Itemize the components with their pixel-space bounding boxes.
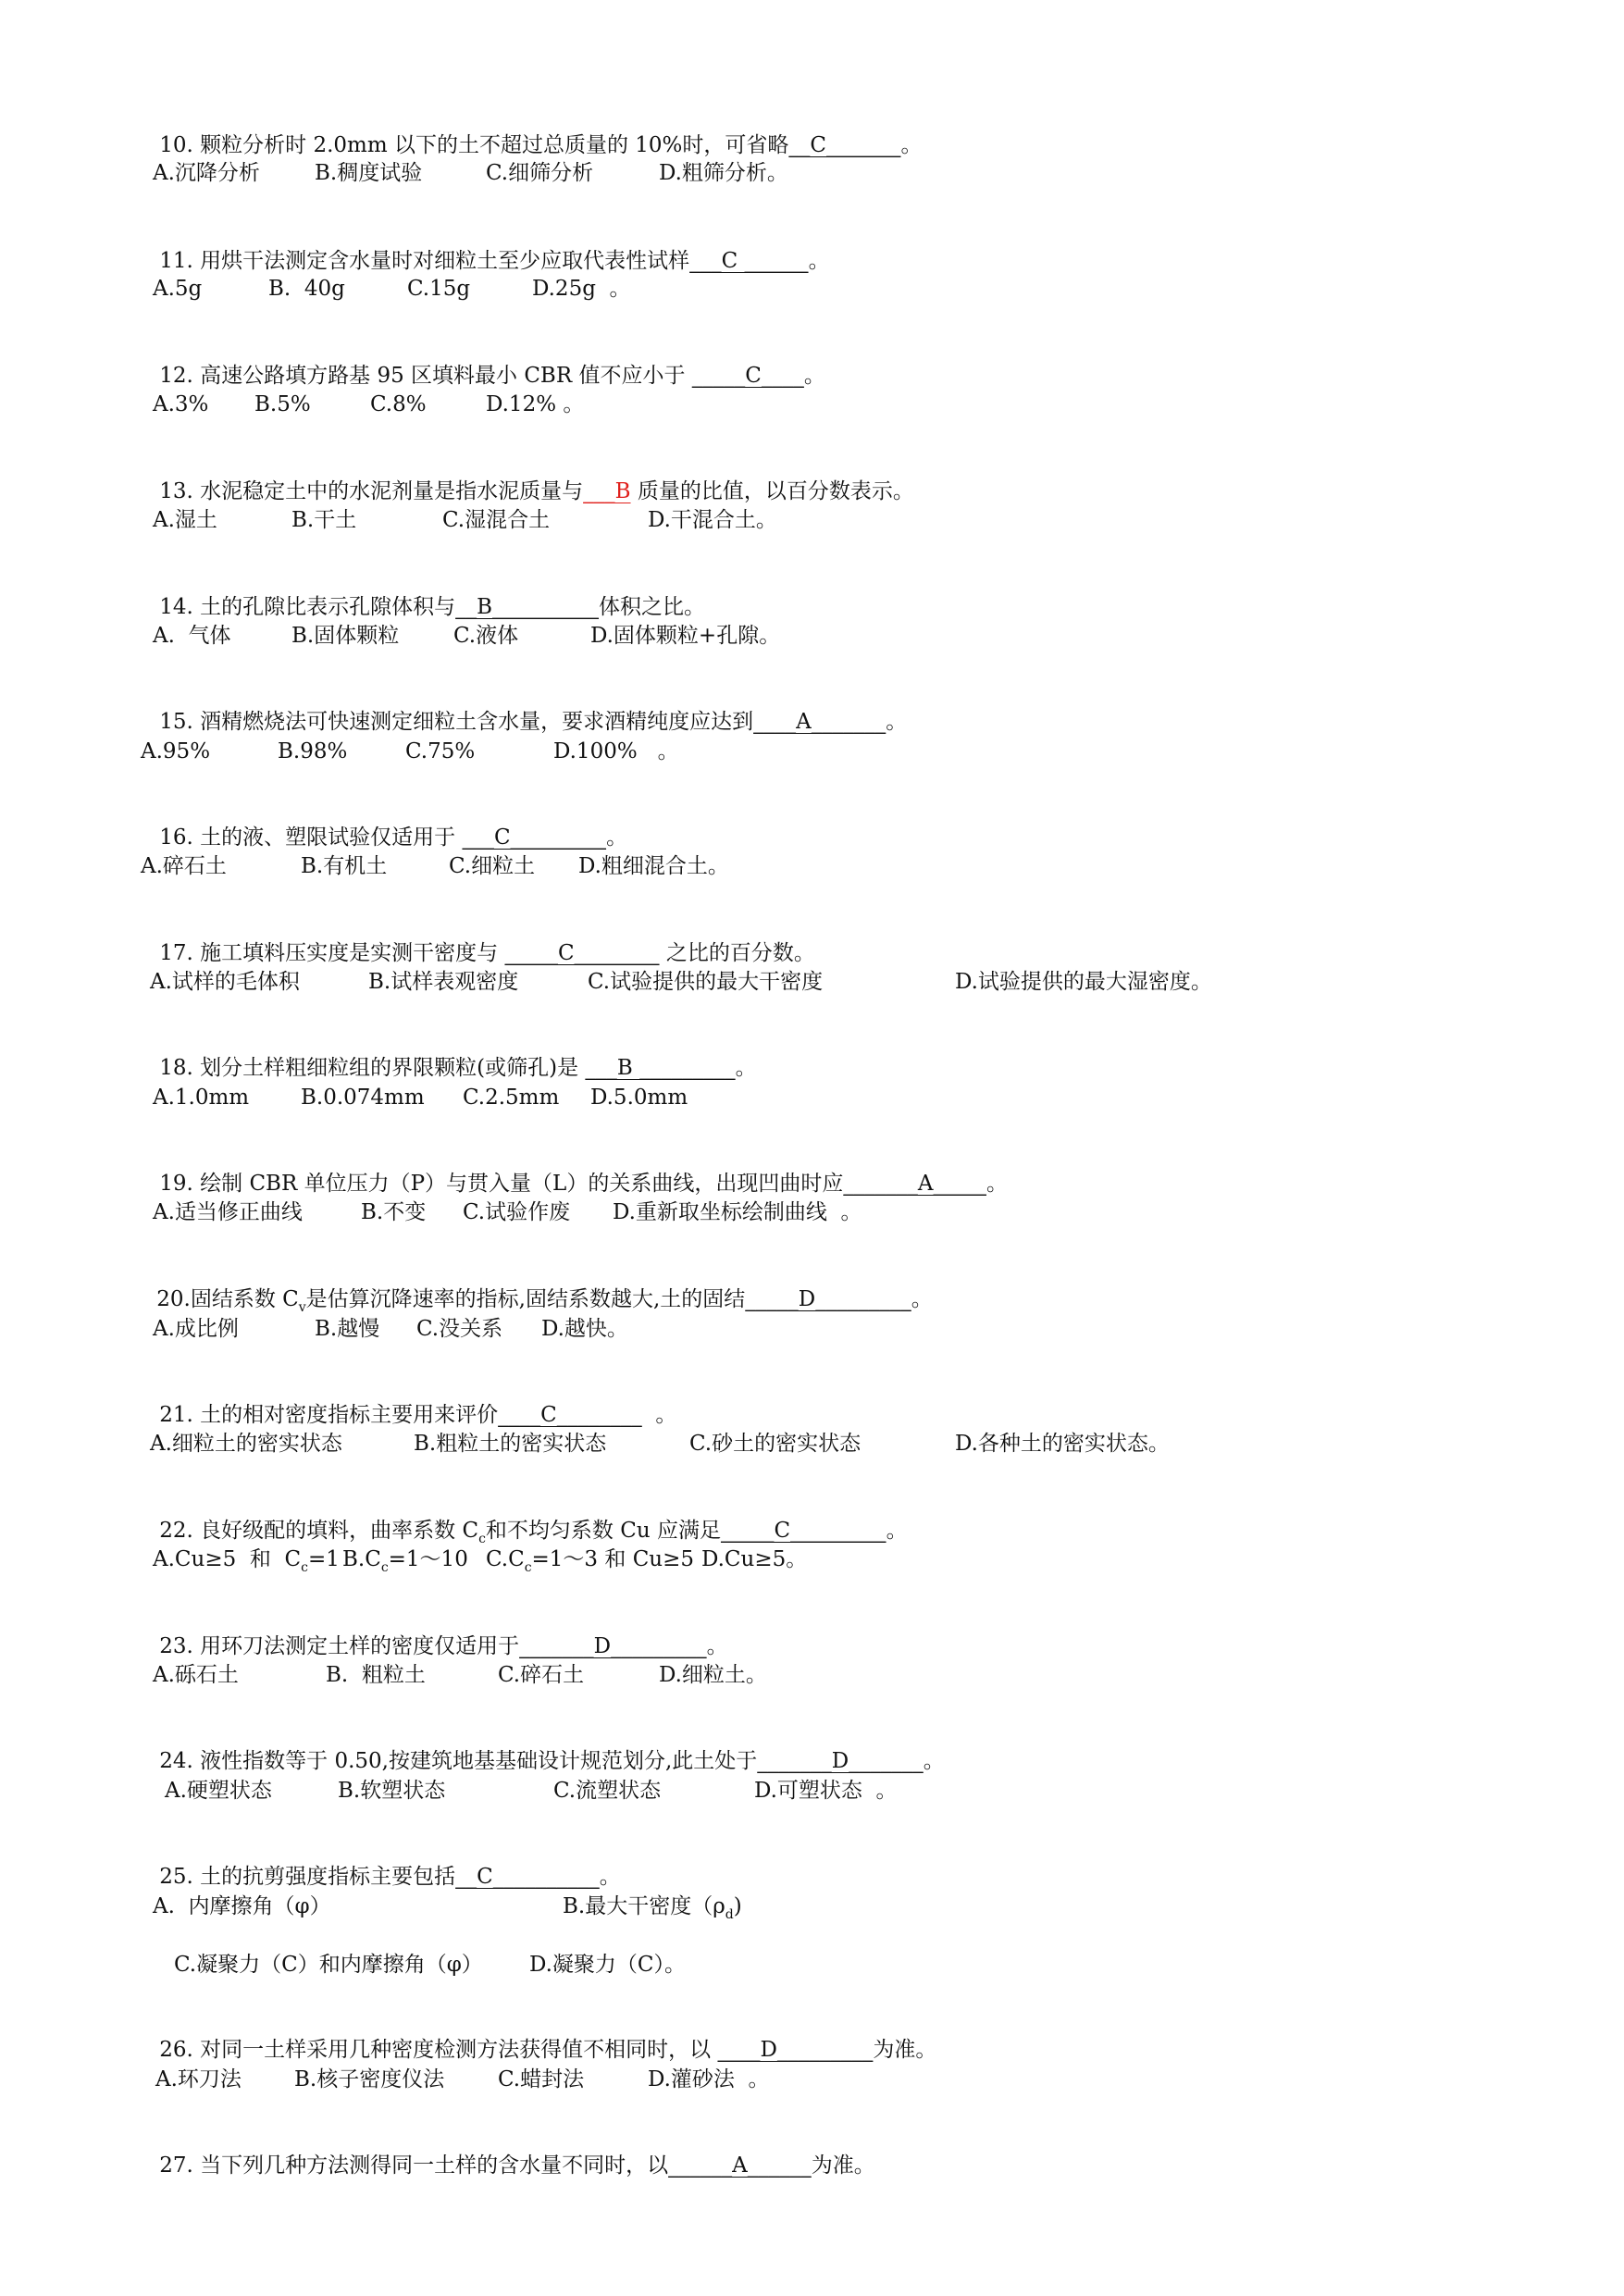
answer-blank: ___C ______: [689, 249, 809, 273]
option-a: A.砾石土: [153, 1663, 239, 1687]
question-tail: 。: [641, 1403, 677, 1427]
question-text: 土的相对密度指标主要用来评价: [192, 1403, 499, 1427]
question-text: 施工填料压实度是实测干密度与: [192, 941, 505, 965]
question-tail: 质量的比值，以百分数表示。: [630, 479, 914, 503]
question-text: 用烘干法测定含水量时对细粒土至少应取代表性试样: [192, 249, 690, 273]
answer-blank: ____C________: [498, 1403, 642, 1427]
option-a: A.湿土: [153, 508, 217, 532]
option-a: A.环刀法: [155, 2067, 242, 2091]
question-number: 10.: [159, 133, 193, 157]
option-d: D.凝聚力（C）。: [529, 1953, 687, 1977]
option-d: D.5.0mm: [590, 1086, 688, 1110]
options-19: [0, 1198, 1624, 1226]
option-a: A.碎石土: [141, 854, 227, 878]
question-number: 21.: [159, 1403, 193, 1427]
option-b: B.软塑状态: [338, 1779, 446, 1803]
question-number: 25.: [159, 1865, 193, 1889]
option-b: B.越慢: [315, 1317, 380, 1341]
question-tail: 。: [911, 1287, 933, 1311]
question-12: [132, 334, 825, 388]
answer-blank: _____C____: [691, 364, 804, 388]
option-b: B.稠度试验: [315, 161, 423, 185]
option-a: A.3%: [153, 392, 209, 416]
option-a-tail: =1: [307, 1547, 340, 1571]
options-16: [0, 852, 1624, 880]
option-d: D.可塑状态 。: [754, 1779, 898, 1803]
options-13: [0, 506, 1624, 534]
option-a: A.细粒土的密实状态: [150, 1432, 342, 1456]
question-19: [132, 1142, 1008, 1196]
question-number: 13.: [159, 479, 193, 503]
option-d: D.固体颗粒+孔隙。: [590, 624, 781, 648]
subscript: c: [380, 1560, 389, 1575]
question-tail: 。: [735, 1056, 757, 1080]
option-d: D.干混合土。: [648, 508, 777, 532]
option-d: D.试验提供的最大湿密度。: [955, 970, 1212, 994]
question-text: 颗粒分析时 2.0mm 以下的土不超过总质量的 10%时，可省略: [192, 133, 789, 157]
option-b: [342, 1545, 468, 1576]
question-15: [132, 680, 908, 734]
option-c: C.湿混合土: [442, 508, 551, 532]
options-10: [0, 159, 1624, 187]
option-b: B. 粗粒土: [326, 1663, 426, 1687]
question-text: 用环刀法测定土样的密度仅适用于: [192, 1634, 520, 1658]
option-b: B.固体颗粒: [291, 624, 400, 648]
subscript: c: [478, 1532, 486, 1546]
question-text: 水泥稳定土中的水泥剂量是指水泥质量与: [192, 479, 584, 503]
options-11: [0, 275, 1624, 303]
question-number: 24.: [159, 1749, 193, 1773]
question-text: 良好级配的填料，曲率系数 C: [192, 1519, 479, 1543]
option-b: B.98%: [278, 739, 348, 763]
answer-blank: _______D_________: [519, 1634, 707, 1658]
answer-blank: __C__________: [455, 1865, 600, 1889]
option-b: B.试样表观密度: [368, 970, 519, 994]
question-16: [132, 796, 628, 850]
option-c: C.碎石土: [498, 1663, 585, 1687]
option-c: C.8%: [370, 392, 427, 416]
option-d: D.25g 。: [532, 277, 631, 301]
question-22: [132, 1489, 908, 1546]
option-a: A.试样的毛体积: [150, 970, 300, 994]
option-c: C.75%: [405, 739, 476, 763]
option-b: B.0.074mm: [301, 1086, 425, 1110]
question-text: 绘制 CBR 单位压力（P）与贯入量（L）的关系曲线，出现凹曲时应: [192, 1172, 844, 1196]
option-b-tail: =1～10: [388, 1547, 468, 1571]
question-number: 26.: [159, 2038, 193, 2062]
options-24: [0, 1777, 1624, 1805]
answer-blank: ___B _________: [585, 1056, 736, 1080]
question-tail: 。: [706, 1634, 728, 1658]
option-c: C.液体: [453, 624, 519, 648]
question-20: [130, 1258, 933, 1315]
options-15: [0, 738, 1624, 765]
options-25-row1: [0, 1893, 1624, 1920]
options-17: [0, 968, 1624, 996]
option-b: B.干土: [291, 508, 357, 532]
answer-blank: _______D_______: [757, 1749, 924, 1773]
question-tail: 为准。: [811, 2153, 875, 2178]
answer-blank: ___B: [583, 479, 631, 503]
option-c: [486, 1545, 694, 1576]
question-tail: 。: [803, 364, 825, 388]
question-text: 划分土样粗细粒组的界限颗粒(或筛孔)是: [192, 1056, 586, 1080]
question-26: [132, 2008, 937, 2062]
question-18: [132, 1026, 757, 1080]
options-26: [0, 2066, 1624, 2093]
question-number: 23.: [159, 1634, 193, 1658]
option-a: A.硬塑状态: [165, 1779, 272, 1803]
option-d: D.重新取坐标绘制曲线 。: [613, 1200, 862, 1224]
option-c-tail: =1～3 和 Cu≥5: [531, 1547, 695, 1571]
option-a-text: A.Cu≥5 和 C: [153, 1547, 302, 1571]
option-b-text: B.C: [342, 1547, 381, 1571]
option-b-tail: ): [733, 1894, 742, 1918]
question-number: 22.: [159, 1519, 193, 1543]
option-c: C.凝聚力（C）和内摩擦角（φ）: [174, 1953, 483, 1977]
question-text: 对同一土样采用几种密度检测方法获得值不相同时，以: [192, 2038, 718, 2062]
question-23: [132, 1605, 728, 1658]
question-text: 液性指数等于 0.50,按建筑地基基础设计规范划分,此土处于: [192, 1749, 758, 1773]
option-a: A. 气体: [153, 624, 231, 648]
answer-blank: ____D_________: [717, 2038, 874, 2062]
options-25-row2: [0, 1951, 1624, 1979]
options-12: [0, 391, 1624, 418]
question-number: 12.: [159, 364, 193, 388]
option-a: A.5g: [153, 277, 203, 301]
answer-blank: _______A_____: [843, 1172, 986, 1196]
question-number: 18.: [159, 1056, 193, 1080]
question-tail: 。: [900, 133, 923, 157]
option-b: B.核子密度仪法: [294, 2067, 445, 2091]
option-d: D.100% 。: [553, 739, 679, 763]
option-a: [153, 1545, 340, 1576]
option-c: C.15g: [407, 277, 471, 301]
option-c: C.细粒土: [449, 854, 536, 878]
options-14: [0, 622, 1624, 650]
option-c: C.试验提供的最大干密度: [588, 970, 824, 994]
question-11: [132, 219, 830, 273]
question-27: [132, 2124, 875, 2178]
option-c: C.细筛分析: [486, 161, 594, 185]
question-number: 27.: [159, 2153, 193, 2178]
option-d: D.灌砂法 。: [648, 2067, 770, 2091]
question-tail: 。: [606, 825, 628, 850]
question-number: 15.: [159, 710, 193, 734]
option-b: B.不变: [361, 1200, 427, 1224]
question-tail: 之比的百分数。: [659, 941, 815, 965]
answer-blank: _____C________: [504, 941, 660, 965]
question-number: 17.: [159, 941, 193, 965]
question-14: [132, 565, 706, 619]
subscript: c: [524, 1560, 532, 1575]
option-b: B.5%: [254, 392, 311, 416]
question-21: [132, 1373, 677, 1427]
question-tail: 。: [886, 710, 908, 734]
question-25: [132, 1835, 621, 1889]
option-c: C.没关系: [416, 1317, 503, 1341]
answer-blank: __B__________: [455, 595, 600, 619]
question-number: 19.: [159, 1172, 193, 1196]
answer-blank: ______A______: [668, 2153, 812, 2178]
question-number: 16.: [159, 825, 193, 850]
question-tail: 体积之比。: [599, 595, 706, 619]
option-d: D.细粒土。: [659, 1663, 767, 1687]
question-text: 高速公路填方路基 95 区填料最小 CBR 值不应小于: [192, 364, 692, 388]
option-b: B.粗粒土的密实状态: [414, 1432, 607, 1456]
question-tail: 。: [808, 249, 830, 273]
option-c: C.试验作废: [463, 1200, 571, 1224]
question-text: 固结系数 C: [190, 1287, 299, 1311]
question-tail: 。: [599, 1865, 621, 1889]
option-c-text: C.C: [486, 1547, 525, 1571]
question-text-cont: 是估算沉降速率的指标,固结系数越大,土的固结: [305, 1287, 746, 1311]
options-18: [0, 1084, 1624, 1111]
option-c: C.砂土的密实状态: [689, 1432, 862, 1456]
question-13: [132, 450, 914, 503]
question-text-cont: 和不均匀系数 Cu 应满足: [485, 1519, 721, 1543]
option-a: A. 内摩擦角（φ）: [153, 1894, 331, 1918]
option-b-text: B.最大干密度（ρ: [563, 1894, 725, 1918]
question-text: 当下列几种方法测得同一土样的含水量不同时，以: [192, 2153, 669, 2178]
subscript: c: [301, 1560, 308, 1575]
question-10: [132, 104, 923, 157]
option-d: D.各种土的密实状态。: [955, 1432, 1170, 1456]
option-a: A.适当修正曲线: [153, 1200, 303, 1224]
option-d: D.粗细混合土。: [578, 854, 729, 878]
answer-blank: __C_______: [788, 133, 901, 157]
question-tail: 。: [986, 1172, 1008, 1196]
question-text: 土的抗剪强度指标主要包括: [192, 1865, 456, 1889]
question-tail: 。: [923, 1749, 945, 1773]
options-23: [0, 1661, 1624, 1689]
question-24: [132, 1719, 945, 1773]
options-20: [0, 1315, 1624, 1343]
option-b: B. 40g: [268, 277, 345, 301]
answer-blank: _____C_________: [720, 1519, 886, 1543]
option-c: C.流塑状态: [553, 1779, 662, 1803]
question-number: 20.: [156, 1287, 191, 1311]
option-b: [563, 1893, 742, 1923]
option-b: B.有机土: [301, 854, 388, 878]
question-tail: 。: [886, 1519, 908, 1543]
answer-blank: _____D_________: [745, 1287, 911, 1311]
options-21: [0, 1430, 1624, 1458]
option-d: D.Cu≥5。: [701, 1547, 808, 1571]
option-a: A.1.0mm: [153, 1086, 250, 1110]
answer-blank: ___C_________: [462, 825, 607, 850]
question-text: 土的液、塑限试验仅适用于: [192, 825, 463, 850]
option-d: D.粗筛分析。: [659, 161, 788, 185]
options-22: [0, 1545, 1624, 1573]
option-d: D.越快。: [541, 1317, 628, 1341]
subscript: d: [725, 1907, 734, 1922]
option-a: A.成比例: [153, 1317, 239, 1341]
question-17: [132, 912, 815, 965]
option-d: D.12% 。: [486, 392, 585, 416]
question-text: 土的孔隙比表示孔隙体积与: [192, 595, 456, 619]
answer-blank: ____A_______: [753, 710, 886, 734]
question-number: 14.: [159, 595, 193, 619]
option-c: C.2.5mm: [463, 1086, 560, 1110]
question-tail: 为准。: [873, 2038, 937, 2062]
option-a: A.沉降分析: [153, 161, 260, 185]
subscript: v: [298, 1300, 306, 1315]
option-a: A.95%: [141, 739, 211, 763]
question-number: 11.: [159, 249, 193, 273]
option-c: C.蜡封法: [498, 2067, 585, 2091]
question-text: 酒精燃烧法可快速测定细粒土含水量，要求酒精纯度应达到: [192, 710, 754, 734]
